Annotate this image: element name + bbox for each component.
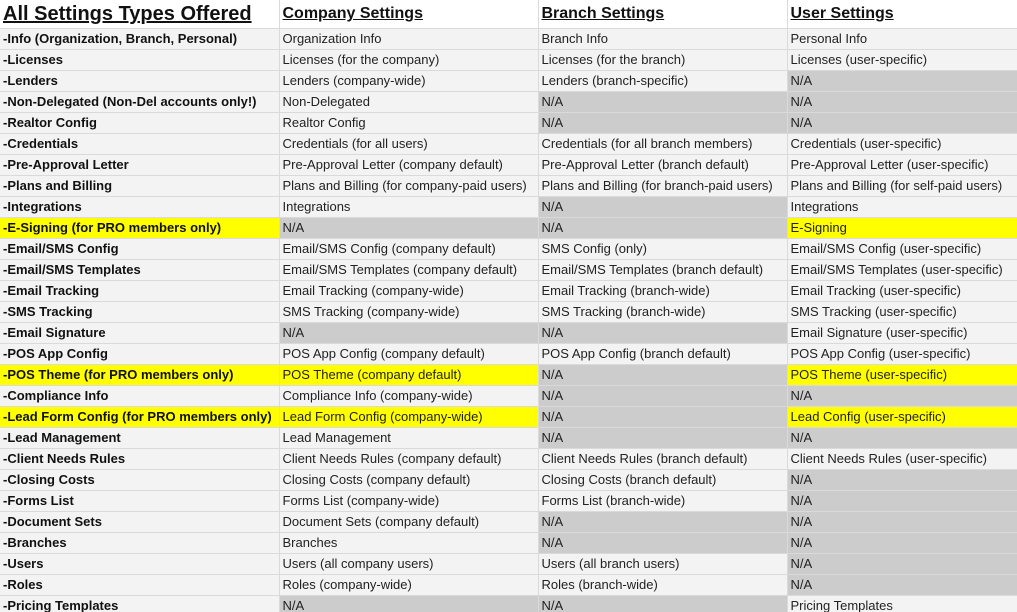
cell-user-setting[interactable]: N/A <box>787 512 1017 533</box>
cell-user-setting[interactable]: N/A <box>787 554 1017 575</box>
cell-branch-setting[interactable]: N/A <box>538 197 787 218</box>
cell-branch-setting[interactable]: Roles (branch-wide) <box>538 575 787 596</box>
cell-setting-type[interactable]: -E-Signing (for PRO members only) <box>0 218 279 239</box>
cell-company-setting[interactable]: Integrations <box>279 197 538 218</box>
cell-branch-setting[interactable]: Pre-Approval Letter (branch default) <box>538 155 787 176</box>
cell-company-setting[interactable]: Realtor Config <box>279 113 538 134</box>
table-row <box>0 155 1017 176</box>
table-row <box>0 449 1017 470</box>
cell-setting-type[interactable]: -Realtor Config <box>0 113 279 134</box>
cell-user-setting[interactable]: Credentials (user-specific) <box>787 134 1017 155</box>
cell-setting-type[interactable]: -Plans and Billing <box>0 176 279 197</box>
cell-setting-type[interactable]: -Client Needs Rules <box>0 449 279 470</box>
cell-setting-type[interactable]: -Lead Form Config (for PRO members only) <box>0 407 279 428</box>
cell-setting-type[interactable]: -Lead Management <box>0 428 279 449</box>
cell-user-setting[interactable]: Lead Config (user-specific) <box>787 407 1017 428</box>
cell-setting-type[interactable]: -Non-Delegated (Non-Del accounts only!) <box>0 92 279 113</box>
cell-branch-setting[interactable]: Users (all branch users) <box>538 554 787 575</box>
cell-user-setting[interactable]: Email/SMS Config (user-specific) <box>787 239 1017 260</box>
cell-user-setting[interactable]: POS Theme (user-specific) <box>787 365 1017 386</box>
cell-setting-type[interactable]: -Roles <box>0 575 279 596</box>
cell-user-setting[interactable]: Email Signature (user-specific) <box>787 323 1017 344</box>
header-row <box>0 0 1017 29</box>
cell-setting-type[interactable]: -SMS Tracking <box>0 302 279 323</box>
cell-branch-setting[interactable]: N/A <box>538 323 787 344</box>
cell-branch-setting[interactable]: N/A <box>538 92 787 113</box>
cell-company-setting[interactable]: N/A <box>279 596 538 612</box>
header-company-settings[interactable]: Company Settings <box>279 0 538 29</box>
table-row <box>0 554 1017 575</box>
cell-setting-type[interactable]: -Forms List <box>0 491 279 512</box>
cell-company-setting[interactable]: Lead Form Config (company-wide) <box>279 407 538 428</box>
cell-user-setting[interactable]: N/A <box>787 491 1017 512</box>
cell-company-setting[interactable]: Compliance Info (company-wide) <box>279 386 538 407</box>
cell-user-setting[interactable]: Email/SMS Templates (user-specific) <box>787 260 1017 281</box>
cell-branch-setting[interactable]: Client Needs Rules (branch default) <box>538 449 787 470</box>
table-row <box>0 533 1017 554</box>
header-branch-settings[interactable]: Branch Settings <box>538 0 787 29</box>
cell-company-setting[interactable]: Lead Management <box>279 428 538 449</box>
cell-user-setting[interactable]: Plans and Billing (for self-paid users) <box>787 176 1017 197</box>
cell-user-setting[interactable]: N/A <box>787 386 1017 407</box>
cell-company-setting[interactable]: Plans and Billing (for company-paid users) <box>279 176 538 197</box>
cell-branch-setting[interactable]: Plans and Billing (for branch-paid users) <box>538 176 787 197</box>
cell-setting-type[interactable]: -Email/SMS Config <box>0 239 279 260</box>
cell-setting-type[interactable]: -POS Theme (for PRO members only) <box>0 365 279 386</box>
cell-company-setting[interactable]: POS Theme (company default) <box>279 365 538 386</box>
table-row <box>0 596 1017 612</box>
cell-company-setting[interactable]: Pre-Approval Letter (company default) <box>279 155 538 176</box>
table-row <box>0 218 1017 239</box>
table-header <box>0 0 1017 29</box>
cell-branch-setting[interactable]: Licenses (for the branch) <box>538 50 787 71</box>
cell-branch-setting[interactable]: N/A <box>538 596 787 612</box>
cell-company-setting[interactable]: Email/SMS Config (company default) <box>279 239 538 260</box>
cell-setting-type[interactable]: -Pricing Templates <box>0 596 279 612</box>
table-row <box>0 176 1017 197</box>
cell-setting-type[interactable]: -Document Sets <box>0 512 279 533</box>
cell-user-setting[interactable]: E-Signing <box>787 218 1017 239</box>
table-row <box>0 428 1017 449</box>
cell-setting-type[interactable]: -Pre-Approval Letter <box>0 155 279 176</box>
cell-setting-type[interactable]: -Info (Organization, Branch, Personal) <box>0 29 279 50</box>
cell-company-setting[interactable]: N/A <box>279 218 538 239</box>
cell-user-setting[interactable]: N/A <box>787 92 1017 113</box>
cell-setting-type[interactable]: -Licenses <box>0 50 279 71</box>
table-row <box>0 575 1017 596</box>
cell-company-setting[interactable]: SMS Tracking (company-wide) <box>279 302 538 323</box>
cell-company-setting[interactable]: N/A <box>279 323 538 344</box>
cell-user-setting[interactable]: Licenses (user-specific) <box>787 50 1017 71</box>
table-row <box>0 323 1017 344</box>
table-row <box>0 29 1017 50</box>
cell-user-setting[interactable]: Email Tracking (user-specific) <box>787 281 1017 302</box>
cell-user-setting[interactable]: Personal Info <box>787 29 1017 50</box>
cell-branch-setting[interactable]: SMS Tracking (branch-wide) <box>538 302 787 323</box>
cell-company-setting[interactable]: Roles (company-wide) <box>279 575 538 596</box>
cell-company-setting[interactable]: POS App Config (company default) <box>279 344 538 365</box>
cell-setting-type[interactable]: -Branches <box>0 533 279 554</box>
cell-company-setting[interactable]: Email Tracking (company-wide) <box>279 281 538 302</box>
table-row <box>0 365 1017 386</box>
cell-company-setting[interactable]: Branches <box>279 533 538 554</box>
table-row <box>0 281 1017 302</box>
cell-company-setting[interactable]: Closing Costs (company default) <box>279 470 538 491</box>
cell-branch-setting[interactable]: N/A <box>538 407 787 428</box>
cell-setting-type[interactable]: -Email Tracking <box>0 281 279 302</box>
cell-branch-setting[interactable]: Lenders (branch-specific) <box>538 71 787 92</box>
table-row <box>0 92 1017 113</box>
cell-branch-setting[interactable]: SMS Config (only) <box>538 239 787 260</box>
cell-branch-setting[interactable]: N/A <box>538 218 787 239</box>
cell-user-setting[interactable]: SMS Tracking (user-specific) <box>787 302 1017 323</box>
cell-company-setting[interactable]: Licenses (for the company) <box>279 50 538 71</box>
cell-company-setting[interactable]: Users (all company users) <box>279 554 538 575</box>
cell-branch-setting[interactable]: N/A <box>538 386 787 407</box>
cell-setting-type[interactable]: -Lenders <box>0 71 279 92</box>
cell-company-setting[interactable]: Client Needs Rules (company default) <box>279 449 538 470</box>
cell-setting-type[interactable]: -Email Signature <box>0 323 279 344</box>
cell-setting-type[interactable]: -Integrations <box>0 197 279 218</box>
cell-setting-type[interactable]: -Credentials <box>0 134 279 155</box>
cell-company-setting[interactable]: Document Sets (company default) <box>279 512 538 533</box>
table-row <box>0 512 1017 533</box>
table-row <box>0 239 1017 260</box>
cell-user-setting[interactable]: Pricing Templates <box>787 596 1017 612</box>
cell-user-setting[interactable]: N/A <box>787 575 1017 596</box>
cell-user-setting[interactable]: Client Needs Rules (user-specific) <box>787 449 1017 470</box>
table-row <box>0 134 1017 155</box>
header-user-settings[interactable]: User Settings <box>787 0 1017 29</box>
cell-branch-setting[interactable]: N/A <box>538 365 787 386</box>
table-row <box>0 407 1017 428</box>
header-all-settings[interactable]: All Settings Types Offered <box>0 0 279 29</box>
cell-user-setting[interactable]: N/A <box>787 113 1017 134</box>
cell-setting-type[interactable]: -Email/SMS Templates <box>0 260 279 281</box>
cell-branch-setting[interactable]: N/A <box>538 533 787 554</box>
cell-branch-setting[interactable]: N/A <box>538 428 787 449</box>
table-row <box>0 50 1017 71</box>
cell-user-setting[interactable]: N/A <box>787 470 1017 491</box>
cell-setting-type[interactable]: -Users <box>0 554 279 575</box>
cell-company-setting[interactable]: Email/SMS Templates (company default) <box>279 260 538 281</box>
cell-branch-setting[interactable]: Email Tracking (branch-wide) <box>538 281 787 302</box>
table-row <box>0 386 1017 407</box>
cell-branch-setting[interactable]: Branch Info <box>538 29 787 50</box>
cell-branch-setting[interactable]: Email/SMS Templates (branch default) <box>538 260 787 281</box>
cell-setting-type[interactable]: -Compliance Info <box>0 386 279 407</box>
cell-branch-setting[interactable]: Credentials (for all branch members) <box>538 134 787 155</box>
cell-setting-type[interactable]: -Closing Costs <box>0 470 279 491</box>
cell-company-setting[interactable]: Non-Delegated <box>279 92 538 113</box>
table-row <box>0 71 1017 92</box>
cell-user-setting[interactable]: N/A <box>787 428 1017 449</box>
cell-branch-setting[interactable]: Closing Costs (branch default) <box>538 470 787 491</box>
table-row <box>0 197 1017 218</box>
cell-user-setting[interactable]: N/A <box>787 533 1017 554</box>
cell-setting-type[interactable]: -POS App Config <box>0 344 279 365</box>
cell-user-setting[interactable]: Integrations <box>787 197 1017 218</box>
cell-branch-setting[interactable]: N/A <box>538 512 787 533</box>
cell-branch-setting[interactable]: N/A <box>538 113 787 134</box>
table-row <box>0 260 1017 281</box>
cell-company-setting[interactable]: Credentials (for all users) <box>279 134 538 155</box>
cell-branch-setting[interactable]: Forms List (branch-wide) <box>538 491 787 512</box>
table-row <box>0 344 1017 365</box>
table-row <box>0 470 1017 491</box>
table-body <box>0 29 1017 612</box>
table-row <box>0 491 1017 512</box>
cell-user-setting[interactable]: POS App Config (user-specific) <box>787 344 1017 365</box>
cell-branch-setting[interactable]: POS App Config (branch default) <box>538 344 787 365</box>
table-row <box>0 302 1017 323</box>
cell-company-setting[interactable]: Lenders (company-wide) <box>279 71 538 92</box>
cell-user-setting[interactable]: Pre-Approval Letter (user-specific) <box>787 155 1017 176</box>
cell-company-setting[interactable]: Organization Info <box>279 29 538 50</box>
cell-user-setting[interactable]: N/A <box>787 71 1017 92</box>
cell-company-setting[interactable]: Forms List (company-wide) <box>279 491 538 512</box>
table-row <box>0 113 1017 134</box>
